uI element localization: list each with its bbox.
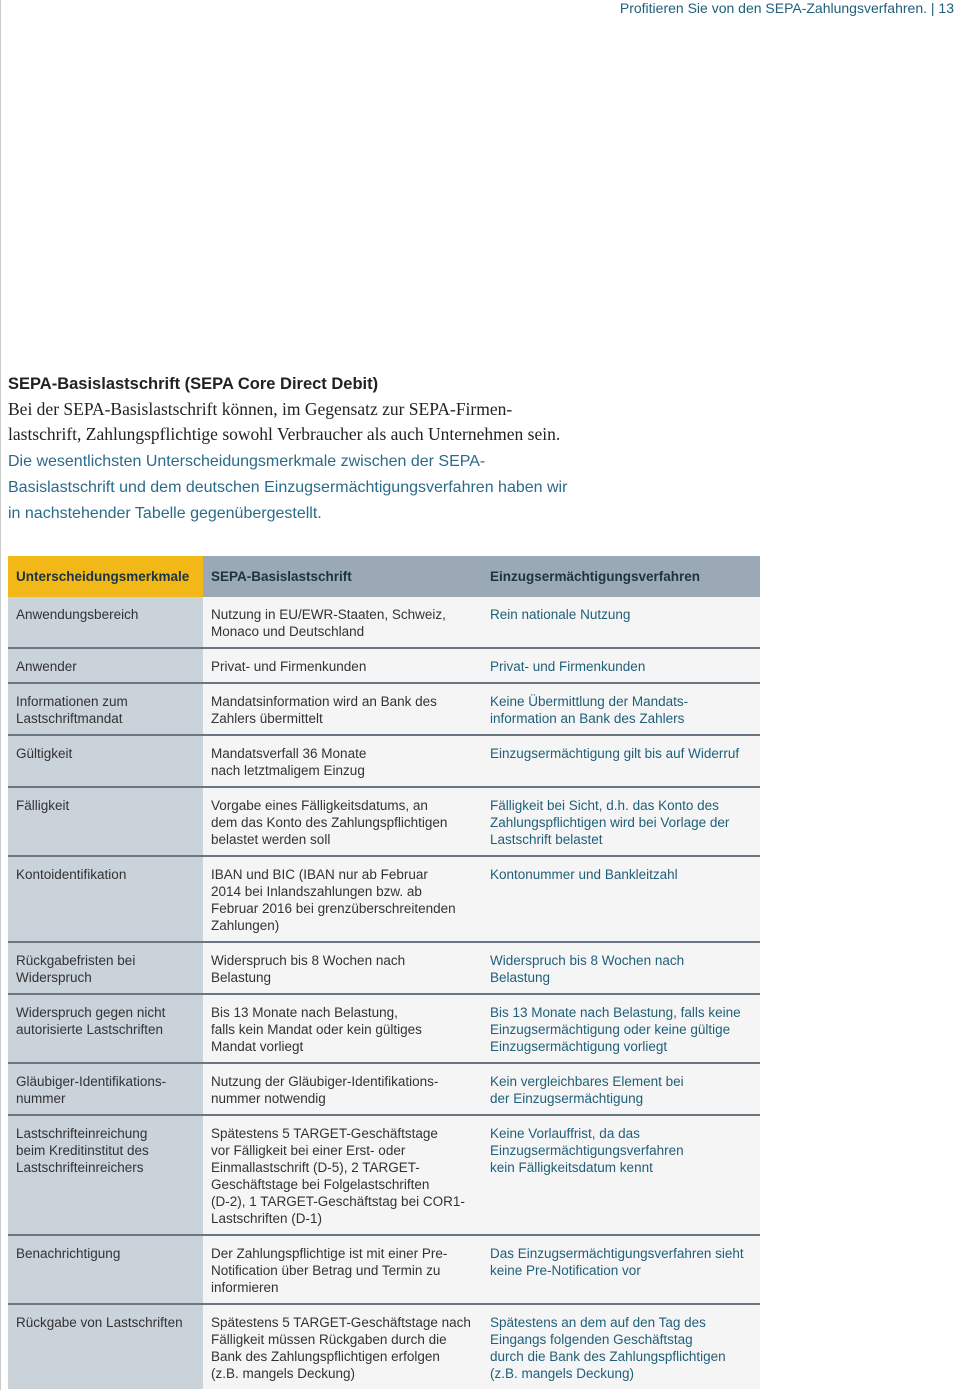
header-row	[8, 556, 760, 597]
table-row	[8, 597, 760, 648]
table-row	[8, 1115, 760, 1235]
table-row	[8, 942, 760, 994]
table-cell: Spätestens an dem auf den Tag des Eingangs folgenden Geschäftstag durch die Bank des Zahlungspflichtigen (z.B. mangels Deckung)	[482, 1304, 760, 1389]
running-header: Profitieren Sie von den SEPA-Zahlungsverfahren. | 13	[619, 0, 954, 16]
table-row	[8, 856, 760, 942]
column-header: Einzugsermächtigungsverfahren	[482, 556, 760, 597]
table-cell: Mandatsinformation wird an Bank des Zahlers übermittelt	[203, 683, 482, 735]
table-cell: Bis 13 Monate nach Belastung, falls keine Einzugsermächtigung oder keine gültige Einzugsermächtigung vorliegt	[482, 994, 760, 1063]
table-row	[8, 683, 760, 735]
table-cell: Kontonummer und Bankleitzahl	[482, 856, 760, 942]
table-cell: Kein vergleichbares Element bei der Einzugsermächtigung	[482, 1063, 760, 1115]
table-cell: IBAN und BIC (IBAN nur ab Februar 2014 bei Inlandszahlungen bzw. ab Februar 2016 bei grenzüberschreitenden Zahlungen)	[203, 856, 482, 942]
table-cell: Mandatsverfall 36 Monate nach letztmaligem Einzug	[203, 735, 482, 787]
table-cell: Nutzung der Gläubiger-Identifikations- nummer notwendig	[203, 1063, 482, 1115]
table-cell: Widerspruch bis 8 Wochen nach Belastung	[482, 942, 760, 994]
table-row	[8, 787, 760, 856]
table-cell: Fälligkeit bei Sicht, d.h. das Konto des Zahlungspflichtigen wird bei Vorlage der Lastschrift belastet	[482, 787, 760, 856]
table-row	[8, 648, 760, 683]
table-cell: Gläubiger-Identifikations- nummer	[8, 1063, 203, 1115]
table-cell: Rein nationale Nutzung	[482, 597, 760, 648]
table-row	[8, 735, 760, 787]
table-cell: Keine Übermittlung der Mandats- information an Bank des Zahlers	[482, 683, 760, 735]
table-cell: Einzugsermächtigung gilt bis auf Widerruf	[482, 735, 760, 787]
table-cell: Rückgabe von Lastschriften	[8, 1304, 203, 1389]
table-cell: Privat- und Firmenkunden	[482, 648, 760, 683]
table-cell: Keine Vorlauffrist, da das Einzugsermächtigungsverfahren kein Fälligkeitsdatum kennt	[482, 1115, 760, 1235]
table-row	[8, 994, 760, 1063]
table-cell: Anwender	[8, 648, 203, 683]
section-title: SEPA-Basislastschrift (SEPA Core Direct Debit)	[8, 375, 379, 393]
column-header: SEPA-Basislastschrift	[203, 556, 482, 597]
table-cell: Privat- und Firmenkunden	[203, 648, 482, 683]
table-cell: Gültigkeit	[8, 735, 203, 787]
table-cell: Rückgabefristen bei Widerspruch	[8, 942, 203, 994]
table-row	[8, 1304, 760, 1389]
table-cell: Das Einzugsermächtigungsverfahren sieht keine Pre-Notification vor	[482, 1235, 760, 1304]
table-cell: Widerspruch gegen nicht autorisierte Lastschriften	[8, 994, 203, 1063]
table-cell: Lastschrifteinreichung beim Kreditinstitut des Lastschrifteinreichers	[8, 1115, 203, 1235]
intro-highlight: Die wesentlichsten Unterscheidungsmerkmale zwischen der SEPA-Basislastschrift und dem deutschen Einzugsermächtigungsverfahren haben wir in nachstehender Tabelle gegenübergestellt.	[8, 452, 568, 523]
table-row	[8, 1063, 760, 1115]
table-cell: Nutzung in EU/EWR-Staaten, Schweiz, Monaco und Deutschland	[203, 597, 482, 648]
table-cell: Informationen zum Lastschriftmandat	[8, 683, 203, 735]
table-cell: Widerspruch bis 8 Wochen nach Belastung	[203, 942, 482, 994]
intro-section	[8, 372, 568, 526]
table-cell: Anwendungsbereich	[8, 597, 203, 648]
column-header: Unterscheidungsmerkmale	[8, 556, 203, 597]
table-cell: Vorgabe eines Fälligkeitsdatums, an dem das Konto des Zahlungspflichtigen belastet werden soll	[203, 787, 482, 856]
table-cell: Kontoidentifikation	[8, 856, 203, 942]
table-cell: Benachrichtigung	[8, 1235, 203, 1304]
table-cell: Bis 13 Monate nach Belastung, falls kein Mandat oder kein gültiges Mandat vorliegt	[203, 994, 482, 1063]
table-cell: Spätestens 5 TARGET-Geschäftstage vor Fälligkeit bei einer Erst- oder Einmallastschrift (D-5), 2 TARGET- Geschäftstage bei Folgelastschriften (D-2), 1 TARGET-Geschäftstag bei COR1- Lastschriften (D-1)	[203, 1115, 482, 1235]
comparison-table	[8, 556, 760, 1389]
table-cell: Der Zahlungspflichtige ist mit einer Pre- Notification über Betrag und Termin zu informieren	[203, 1235, 482, 1304]
table-cell: Fälligkeit	[8, 787, 203, 856]
table-row	[8, 1235, 760, 1304]
table-cell: Spätestens 5 TARGET-Geschäftstage nach Fälligkeit müssen Rückgaben durch die Bank des Zahlungspflichtigen erfolgen (z.B. mangels Deckung)	[203, 1304, 482, 1389]
intro-text: Bei der SEPA-Basislastschrift können, im Gegensatz zur SEPA-Firmenlastschrift, Zahlungspflichtige sowohl Verbraucher als auch Unternehmen sein.	[8, 399, 561, 445]
